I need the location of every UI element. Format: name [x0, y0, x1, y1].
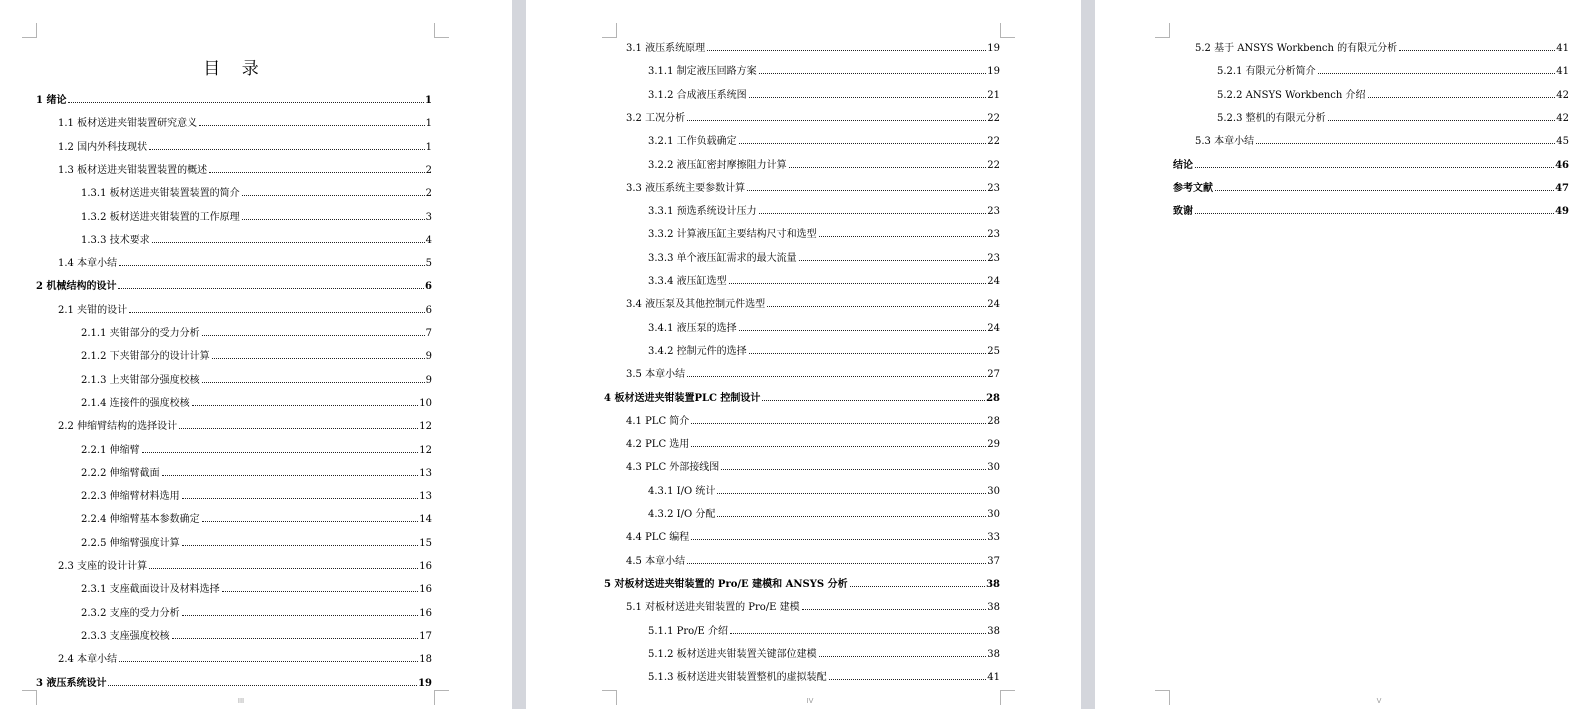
toc-leader-dots: [729, 283, 987, 284]
toc-entry[interactable]: [58, 420, 432, 434]
toc-entry-title: 1.3.3 技术要求: [81, 235, 150, 246]
toc-entry-page: 38: [986, 579, 1000, 590]
toc-entry-title: 3 液压系统设计: [36, 678, 107, 689]
toc-leader-dots: [118, 288, 424, 289]
toc-entry-page: 15: [419, 538, 432, 549]
toc-entry[interactable]: [648, 345, 1000, 359]
toc-entry-title: 4.5 本章小结: [626, 556, 686, 567]
toc-entry[interactable]: [604, 578, 1000, 592]
toc-leader-dots: [162, 475, 419, 476]
toc-entry[interactable]: [648, 485, 1000, 499]
toc-leader-dots: [202, 335, 425, 336]
toc-entry-title: 5.1.3 板材送进夹钳装置整机的虚拟装配: [648, 672, 827, 683]
crop-mark: [434, 690, 449, 705]
toc-entry-title: 3.3.1 预选系统设计压力: [648, 206, 757, 217]
toc-entry-page: 38: [987, 626, 1000, 637]
toc-entry-page: 37: [987, 556, 1000, 567]
toc-entry-title: 2.3.1 支座截面设计及材料选择: [81, 584, 220, 595]
toc-leader-dots: [212, 358, 425, 359]
toc-leader-dots: [1195, 213, 1554, 214]
toc-entry-page: 46: [1555, 160, 1569, 171]
crop-mark: [22, 23, 37, 38]
toc-entry[interactable]: [58, 141, 432, 155]
toc-entry[interactable]: [648, 205, 1000, 219]
toc-entry-page: 41: [987, 672, 1000, 683]
toc-entry-title: 5.1.2 板材送进夹钳装置关键部位建模: [648, 649, 817, 660]
toc-leader-dots: [730, 633, 986, 634]
toc-entry-page: 5: [425, 258, 432, 269]
toc-entry-title: 3.1 液压系统原理: [626, 43, 706, 54]
toc-entry[interactable]: [626, 601, 1000, 615]
toc-leader-dots: [202, 382, 425, 383]
page-gutter: [512, 0, 526, 709]
toc-entry-page: 45: [1556, 136, 1569, 147]
toc-entry-title: 1.3.1 板材送进夹钳装置装置的简介: [81, 188, 240, 199]
toc-entry[interactable]: [626, 415, 1000, 429]
toc-entry-page: 24: [987, 276, 1000, 287]
toc-entry-title: 2.2.3 伸缩臂材料选用: [81, 491, 180, 502]
toc-entry-page: 9: [425, 375, 432, 386]
toc-leader-dots: [747, 190, 986, 191]
toc-entry[interactable]: [81, 607, 432, 621]
toc-entry-page: 9: [425, 351, 432, 362]
toc-entry-title: 2.3.3 支座强度校核: [81, 631, 170, 642]
toc-entry[interactable]: [81, 187, 432, 201]
toc-entry-page: 16: [419, 561, 432, 572]
toc-entry[interactable]: [1217, 65, 1569, 79]
toc-leader-dots: [829, 679, 987, 680]
toc-entry-title: 2.4 本章小结: [58, 654, 118, 665]
toc-leader-dots: [222, 591, 419, 592]
toc-entry[interactable]: [648, 648, 1000, 662]
toc-leader-dots: [691, 539, 986, 540]
toc-leader-dots: [721, 469, 986, 470]
toc-entry-page: 16: [419, 584, 432, 595]
toc-entry[interactable]: [58, 653, 432, 667]
toc-entry[interactable]: [81, 630, 432, 644]
toc-entry-page: 12: [419, 421, 432, 432]
toc-entry[interactable]: [648, 135, 1000, 149]
toc-entry[interactable]: [648, 275, 1000, 289]
toc-entry[interactable]: [81, 537, 432, 551]
toc-entry[interactable]: [648, 322, 1000, 336]
toc-entry-title: 2.2.5 伸缩臂强度计算: [81, 538, 180, 549]
toc-entry-page: 18: [419, 654, 432, 665]
toc-leader-dots: [149, 568, 418, 569]
page-footer-number: IV: [806, 697, 814, 705]
toc-entry-page: 23: [987, 253, 1000, 264]
toc-entry[interactable]: [648, 252, 1000, 266]
toc-entry-page: 24: [987, 299, 1000, 310]
toc-leader-dots: [199, 125, 425, 126]
toc-entry-title: 参考文献: [1173, 183, 1213, 194]
toc-entry[interactable]: [648, 228, 1000, 242]
toc-leader-dots: [182, 545, 419, 546]
toc-entry-title: 2.2 伸缩臂结构的选择设计: [58, 421, 178, 432]
toc-leader-dots: [182, 498, 419, 499]
toc-entry[interactable]: [626, 531, 1000, 545]
toc-entry[interactable]: [58, 560, 432, 574]
toc-entry[interactable]: [58, 164, 432, 178]
toc-entry[interactable]: [626, 298, 1000, 312]
toc-entry-title: 4.2 PLC 选用: [626, 439, 690, 450]
toc-entry-page: 22: [987, 160, 1000, 171]
toc-leader-dots: [850, 586, 985, 587]
toc-entry[interactable]: [58, 117, 432, 131]
toc-entry-title: 5.2.1 有限元分析简介: [1217, 66, 1316, 77]
toc-entry-title: 3.4 液压泵及其他控制元件选型: [626, 299, 766, 310]
toc-leader-dots: [179, 428, 418, 429]
toc-leader-dots: [687, 376, 986, 377]
toc-entry-page: 2: [425, 188, 432, 199]
crop-mark: [602, 690, 617, 705]
toc-leader-dots: [119, 265, 425, 266]
toc-entry-title: 3.2.2 液压缸密封摩擦阻力计算: [648, 160, 787, 171]
toc-entry-page: 30: [987, 509, 1000, 520]
toc-entry-title: 2.3 支座的设计计算: [58, 561, 148, 572]
crop-mark: [602, 23, 617, 38]
toc-entry[interactable]: [81, 583, 432, 597]
toc-entry-title: 2.1.3 上夹钳部分强度校核: [81, 375, 200, 386]
toc-leader-dots: [799, 260, 987, 261]
toc-entry-page: 10: [419, 398, 432, 409]
toc-leader-dots: [242, 195, 425, 196]
toc-entry-page: 12: [419, 445, 432, 456]
toc-entry-title: 5.2.2 ANSYS Workbench 介绍: [1217, 90, 1366, 101]
toc-entry-page: 33: [987, 532, 1000, 543]
toc-entry-title: 5.3 本章小结: [1195, 136, 1255, 147]
toc-entry[interactable]: [58, 304, 432, 318]
toc-entry-page: 29: [987, 439, 1000, 450]
toc-entry-page: 16: [419, 608, 432, 619]
toc-entry-title: 1.1 板材送进夹钳装置研究意义: [58, 118, 198, 129]
toc-leader-dots: [717, 516, 986, 517]
toc-entry-title: 5 对板材送进夹钳装置的 Pro/E 建模和 ANSYS 分析: [604, 579, 848, 590]
toc-leader-dots: [1215, 190, 1554, 191]
toc-leader-dots: [152, 242, 425, 243]
toc-entry[interactable]: [81, 444, 432, 458]
toc-entry-page: 14: [419, 514, 432, 525]
crop-mark: [1155, 23, 1170, 38]
toc-entry[interactable]: [648, 159, 1000, 173]
toc-leader-dots: [202, 521, 419, 522]
toc-entry-page: 42: [1556, 90, 1569, 101]
toc-leader-dots: [759, 73, 987, 74]
toc-entry[interactable]: [81, 374, 432, 388]
toc-leader-dots: [819, 236, 987, 237]
toc-entry[interactable]: [81, 513, 432, 527]
toc-entry-title: 5.2.3 整机的有限元分析: [1217, 113, 1326, 124]
toc-entry[interactable]: [1173, 182, 1569, 196]
toc-entry-page: 3: [425, 212, 432, 223]
toc-entry-page: 38: [987, 649, 1000, 660]
toc-entry[interactable]: [604, 392, 1000, 406]
toc-entry[interactable]: [1217, 112, 1569, 126]
toc-entry-page: 19: [987, 43, 1000, 54]
toc-entry-title: 5.1 对板材送进夹钳装置的 Pro/E 建模: [626, 602, 800, 613]
toc-entry[interactable]: [626, 112, 1000, 126]
toc-entry-title: 2.1.4 连接件的强度校核: [81, 398, 190, 409]
toc-entry-page: 7: [425, 328, 432, 339]
toc-entry[interactable]: [648, 65, 1000, 79]
toc-leader-dots: [119, 661, 418, 662]
toc-leader-dots: [819, 656, 987, 657]
toc-entry-page: 30: [987, 462, 1000, 473]
toc-entry-title: 3.5 本章小结: [626, 369, 686, 380]
toc-entry[interactable]: [81, 327, 432, 341]
toc-leader-dots: [691, 446, 986, 447]
toc-entry-title: 3.4.1 液压泵的选择: [648, 323, 737, 334]
toc-entry-title: 致谢: [1173, 206, 1193, 217]
toc-entry-page: 25: [987, 346, 1000, 357]
toc-entry-title: 1 绪论: [36, 95, 67, 106]
toc-entry[interactable]: [1195, 135, 1569, 149]
toc-entry[interactable]: [626, 42, 1000, 56]
toc-entry[interactable]: [1173, 159, 1569, 173]
toc-entry-page: 6: [425, 281, 432, 292]
toc-entry[interactable]: [648, 625, 1000, 639]
toc-entry-page: 23: [987, 229, 1000, 240]
toc-entry[interactable]: [58, 257, 432, 271]
toc-entry-page: 49: [1555, 206, 1569, 217]
toc-entry-page: 17: [419, 631, 432, 642]
toc-entry[interactable]: [36, 94, 432, 108]
toc-entry[interactable]: [81, 397, 432, 411]
toc-title: 目 录: [203, 59, 267, 79]
toc-entry[interactable]: [626, 368, 1000, 382]
toc-leader-dots: [749, 353, 987, 354]
toc-leader-dots: [707, 50, 986, 51]
toc-entry-title: 5.2 基于 ANSYS Workbench 的有限元分析: [1195, 43, 1398, 54]
toc-leader-dots: [687, 563, 986, 564]
toc-entry[interactable]: [81, 467, 432, 481]
toc-entry-page: 4: [425, 235, 432, 246]
toc-leader-dots: [1195, 167, 1554, 168]
toc-entry-title: 3.3.4 液压缸选型: [648, 276, 727, 287]
toc-entry-page: 42: [1556, 113, 1569, 124]
document-page-1: [0, 0, 512, 709]
toc-entry-page: 23: [987, 183, 1000, 194]
toc-entry-page: 6: [425, 305, 432, 316]
document-page-3: [1095, 0, 1570, 709]
toc-entry-page: 19: [987, 66, 1000, 77]
toc-entry-page: 41: [1556, 43, 1569, 54]
toc-entry-title: 4.4 PLC 编程: [626, 532, 690, 543]
toc-entry-page: 19: [418, 678, 432, 689]
toc-entry-title: 2.2.1 伸缩臂: [81, 445, 140, 456]
toc-leader-dots: [192, 405, 419, 406]
toc-entry-title: 2.2.2 伸缩臂截面: [81, 468, 160, 479]
toc-entry[interactable]: [81, 234, 432, 248]
page-footer-number: III: [237, 697, 245, 705]
toc-entry-page: 1: [425, 142, 432, 153]
document-page-2: [526, 0, 1081, 709]
toc-leader-dots: [762, 400, 985, 401]
toc-entry-page: 27: [987, 369, 1000, 380]
toc-entry[interactable]: [626, 438, 1000, 452]
toc-leader-dots: [242, 219, 425, 220]
page-gutter: [1081, 0, 1095, 709]
toc-entry-page: 22: [987, 113, 1000, 124]
crop-mark: [22, 690, 37, 705]
toc-leader-dots: [739, 143, 987, 144]
toc-entry-page: 1: [425, 95, 432, 106]
toc-entry-page: 41: [1556, 66, 1569, 77]
toc-entry-title: 3.1.2 合成液压系统图: [648, 90, 747, 101]
toc-entry[interactable]: [81, 490, 432, 504]
toc-leader-dots: [789, 167, 987, 168]
toc-entry[interactable]: [1217, 89, 1569, 103]
toc-leader-dots: [1399, 50, 1555, 51]
toc-leader-dots: [129, 312, 425, 313]
toc-entry-title: 结论: [1173, 160, 1193, 171]
toc-leader-dots: [687, 120, 986, 121]
toc-entry-page: 47: [1555, 183, 1569, 194]
toc-leader-dots: [739, 330, 987, 331]
crop-mark: [1000, 690, 1015, 705]
crop-mark: [434, 23, 449, 38]
toc-entry-title: 1.3.2 板材送进夹钳装置的工作原理: [81, 212, 240, 223]
page-footer-number: V: [1376, 697, 1382, 705]
toc-entry-title: 5.1.1 Pro/E 介绍: [648, 626, 728, 637]
toc-leader-dots: [1318, 73, 1556, 74]
toc-leader-dots: [1368, 97, 1556, 98]
toc-entry-page: 38: [987, 602, 1000, 613]
toc-entry-page: 2: [425, 165, 432, 176]
toc-entry-title: 1.3 板材送进夹钳装置装置的概述: [58, 165, 208, 176]
toc-entry-title: 3.3 液压系统主要参数计算: [626, 183, 746, 194]
toc-entry-title: 4.3.1 I/O 统计: [648, 486, 716, 497]
toc-leader-dots: [717, 493, 986, 494]
toc-entry-title: 2.2.4 伸缩臂基本参数确定: [81, 514, 200, 525]
crop-mark: [1000, 23, 1015, 38]
toc-entry-page: 30: [987, 486, 1000, 497]
crop-mark: [1155, 690, 1170, 705]
toc-leader-dots: [68, 102, 424, 103]
toc-leader-dots: [149, 149, 425, 150]
toc-entry-title: 1.4 本章小结: [58, 258, 118, 269]
toc-entry-title: 2.3.2 支座的受力分析: [81, 608, 180, 619]
toc-entry-page: 23: [987, 206, 1000, 217]
toc-entry[interactable]: [648, 508, 1000, 522]
toc-leader-dots: [108, 685, 417, 686]
toc-leader-dots: [802, 609, 987, 610]
toc-entry[interactable]: [1195, 42, 1569, 56]
toc-leader-dots: [172, 638, 419, 639]
toc-entry-title: 3.3.2 计算液压缸主要结构尺寸和选型: [648, 229, 817, 240]
toc-leader-dots: [1328, 120, 1556, 121]
toc-entry-title: 2.1 夹钳的设计: [58, 305, 128, 316]
toc-entry-page: 13: [419, 491, 432, 502]
toc-entry-page: 24: [987, 323, 1000, 334]
toc-leader-dots: [691, 423, 986, 424]
toc-entry-title: 1.2 国内外科技现状: [58, 142, 148, 153]
toc-entry-title: 3.1.1 制定液压回路方案: [648, 66, 757, 77]
toc-entry-page: 21: [987, 90, 1000, 101]
toc-entry-title: 2.1.2 下夹钳部分的设计计算: [81, 351, 210, 362]
toc-leader-dots: [209, 172, 425, 173]
toc-entry-page: 22: [987, 136, 1000, 147]
toc-entry[interactable]: [648, 89, 1000, 103]
toc-entry[interactable]: [626, 182, 1000, 196]
toc-entry-page: 28: [986, 393, 1000, 404]
toc-entry-page: 1: [425, 118, 432, 129]
toc-entry-title: 2 机械结构的设计: [36, 281, 117, 292]
toc-entry-title: 4.1 PLC 简介: [626, 416, 690, 427]
toc-entry[interactable]: [626, 461, 1000, 475]
toc-entry[interactable]: [626, 555, 1000, 569]
toc-entry-title: 3.3.3 单个液压缸需求的最大流量: [648, 253, 797, 264]
toc-entry-title: 4.3 PLC 外部接线图: [626, 462, 720, 473]
toc-entry[interactable]: [81, 350, 432, 364]
toc-entry[interactable]: [36, 280, 432, 294]
toc-entry-page: 13: [419, 468, 432, 479]
toc-entry[interactable]: [81, 211, 432, 225]
toc-entry-title: 2.1.1 夹钳部分的受力分析: [81, 328, 200, 339]
toc-entry-title: 3.4.2 控制元件的选择: [648, 346, 747, 357]
toc-entry-page: 28: [987, 416, 1000, 427]
toc-entry-title: 3.2 工况分析: [626, 113, 686, 124]
toc-entry[interactable]: [36, 677, 432, 691]
toc-leader-dots: [749, 97, 987, 98]
toc-entry-title: 4 板材送进夹钳装置PLC 控制设计: [604, 393, 761, 404]
toc-leader-dots: [767, 306, 986, 307]
toc-leader-dots: [1256, 143, 1555, 144]
toc-leader-dots: [142, 452, 419, 453]
toc-entry-title: 3.2.1 工作负载确定: [648, 136, 737, 147]
toc-leader-dots: [182, 615, 419, 616]
toc-entry[interactable]: [1173, 205, 1569, 219]
toc-entry[interactable]: [648, 671, 1000, 685]
toc-entry-title: 4.3.2 I/O 分配: [648, 509, 716, 520]
toc-leader-dots: [759, 213, 987, 214]
